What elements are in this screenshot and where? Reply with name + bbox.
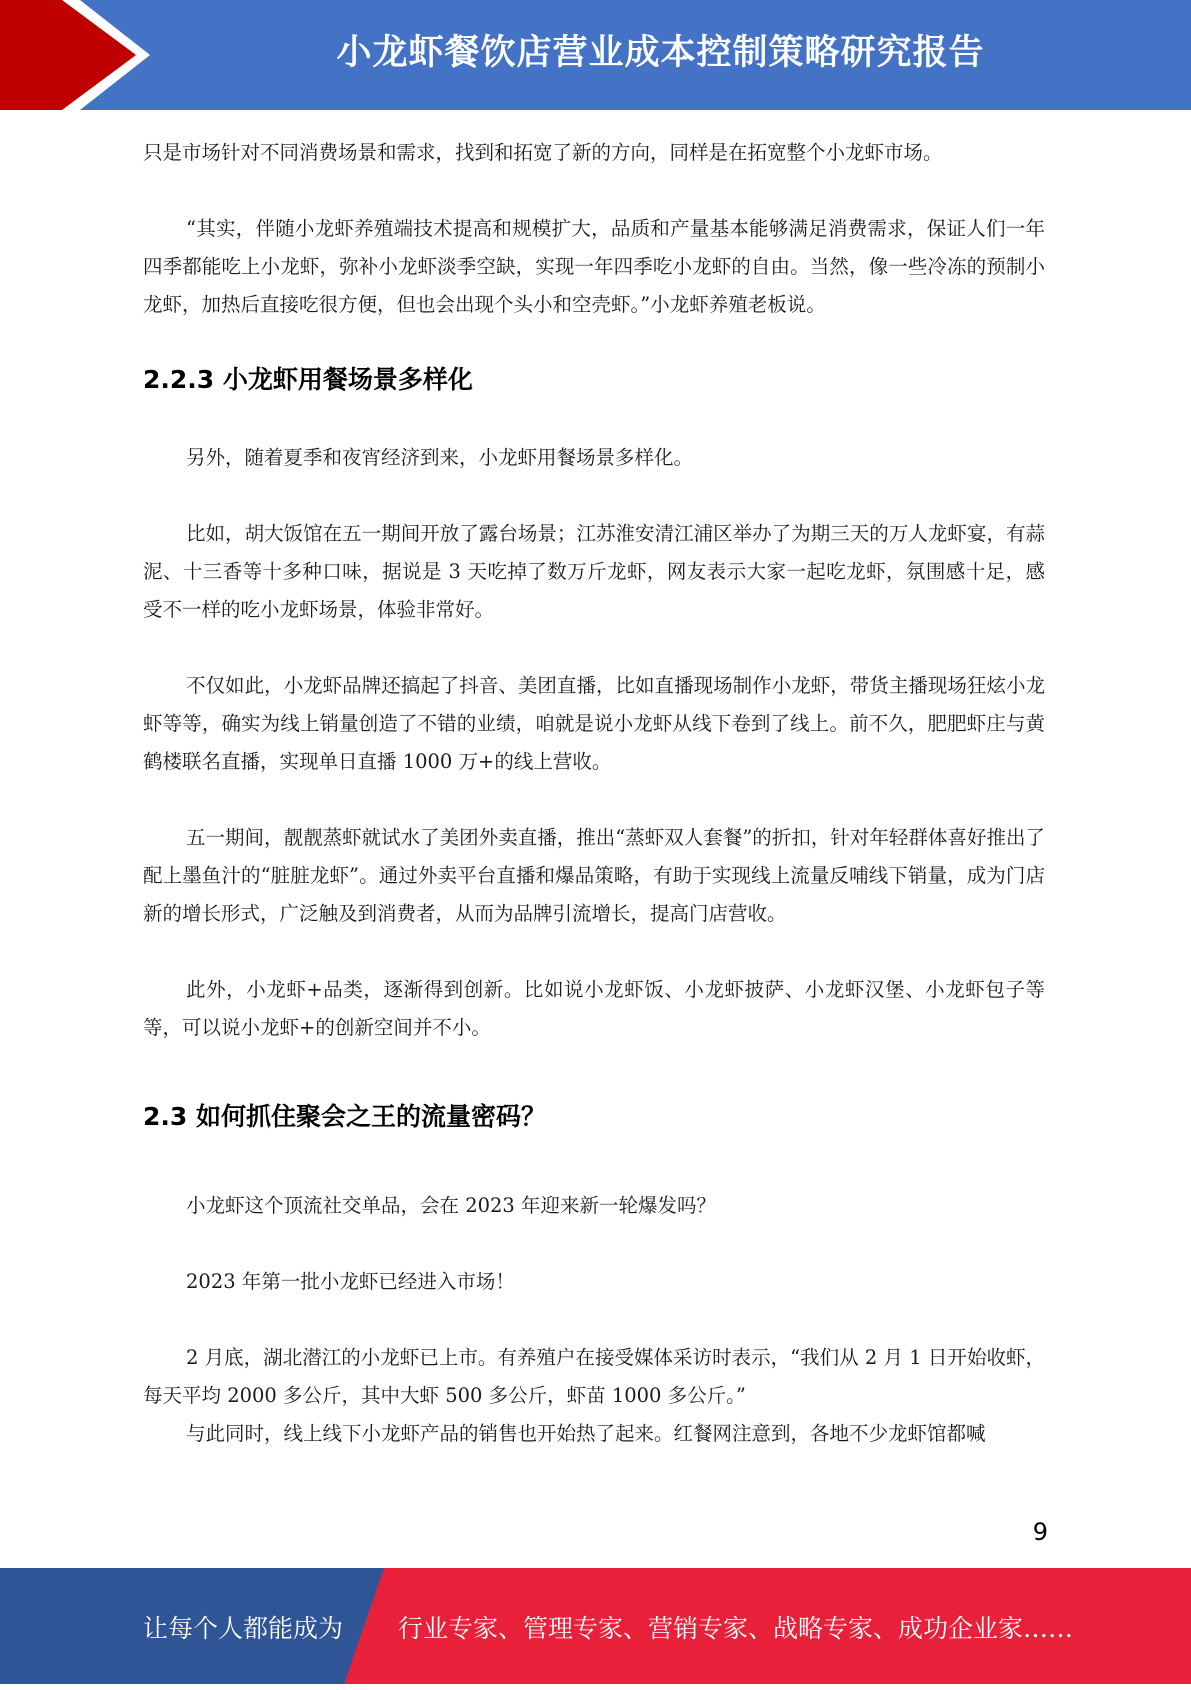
section-heading: 2.3 如何抓住聚会之王的流量密码？ [143,1102,546,1131]
paragraph: 2023 年第一批小龙虾已经进入市场！ [186,1270,515,1293]
page-number: 9 [1032,1518,1048,1546]
paragraph: “其实，伴随小龙虾养殖端技术提高和规模扩大，品质和产量基本能够满足消费需求，保证人们一年四季都能吃上小龙虾，弥补小龙虾淡季空缺，实现一年四季吃小龙虾的自由。当然，像一些冷冻的预制小龙虾，加热后直接吃很方便，但也会出现个头小和空壳虾。”小龙虾养殖老板说。 [143,217,1045,316]
page-footer [0,1568,1191,1684]
paragraph: 此外，小龙虾+品类，逐渐得到创新。比如说小龙虾饭、小龙虾披萨、小龙虾汉堡、小龙虾包子等等，可以说小龙虾+的创新空间并不小。 [143,978,1045,1039]
footer-slogan-left: 让每个人都能成为 [143,1614,344,1643]
paragraph: 比如，胡大饭馆在五一期间开放了露台场景；江苏淮安清江浦区举办了为期三天的万人龙虾宴，有蒜泥、十三香等十多种口味，据说是 3 天吃掉了数万斤龙虾，网友表示大家一起吃龙虾，氛围感十足，感受不一样的吃小龙虾场景，体验非常好。 [143,522,1045,621]
paragraph: 五一期间，靓靓蒸虾就试水了美团外卖直播，推出“蒸虾双人套餐”的折扣，针对年轻群体喜好推出了配上墨鱼汁的“脏脏龙虾”。通过外卖平台直播和爆品策略，有助于实现线上流量反哺线下销量，成为门店新的增长形式，广泛触及到消费者，从而为品牌引流增长，提高门店营收。 [143,826,1045,925]
paragraph: 与此同时，线上线下小龙虾产品的销售也开始热了起来。红餐网注意到，各地不少龙虾馆都喊 [186,1422,986,1445]
paragraph: 另外，随着夏季和夜宵经济到来，小龙虾用餐场景多样化。 [186,446,694,469]
paragraph: 小龙虾这个顶流社交单品，会在 2023 年迎来新一轮爆发吗？ [186,1194,717,1217]
page-header [0,0,1191,110]
footer-slogan-right: 行业专家、管理专家、营销专家、战略专家、成功企业家…… [398,1614,1074,1643]
section-heading: 2.2.3 小龙虾用餐场景多样化 [143,365,473,394]
report-title: 小龙虾餐饮店营业成本控制策略研究报告 [336,33,985,73]
paragraph: 不仅如此，小龙虾品牌还搞起了抖音、美团直播，比如直播现场制作小龙虾，带货主播现场狂炫小龙虾等等，确实为线上销量创造了不错的业绩，咱就是说小龙虾从线下卷到了线上。前不久，肥肥虾庄与黄鹤楼联名直播，实现单日直播 1000 万+的线上营收。 [143,674,1045,773]
paragraph: 只是市场针对不同消费场景和需求，找到和拓宽了新的方向，同样是在拓宽整个小龙虾市场。 [143,141,943,164]
paragraph: 2 月底，湖北潜江的小龙虾已上市。有养殖户在接受媒体采访时表示，“我们从 2 月 1 日开始收虾，每天平均 2000 多公斤，其中大虾 500 多公斤，虾苗 1000 多公斤。” [143,1346,1045,1407]
